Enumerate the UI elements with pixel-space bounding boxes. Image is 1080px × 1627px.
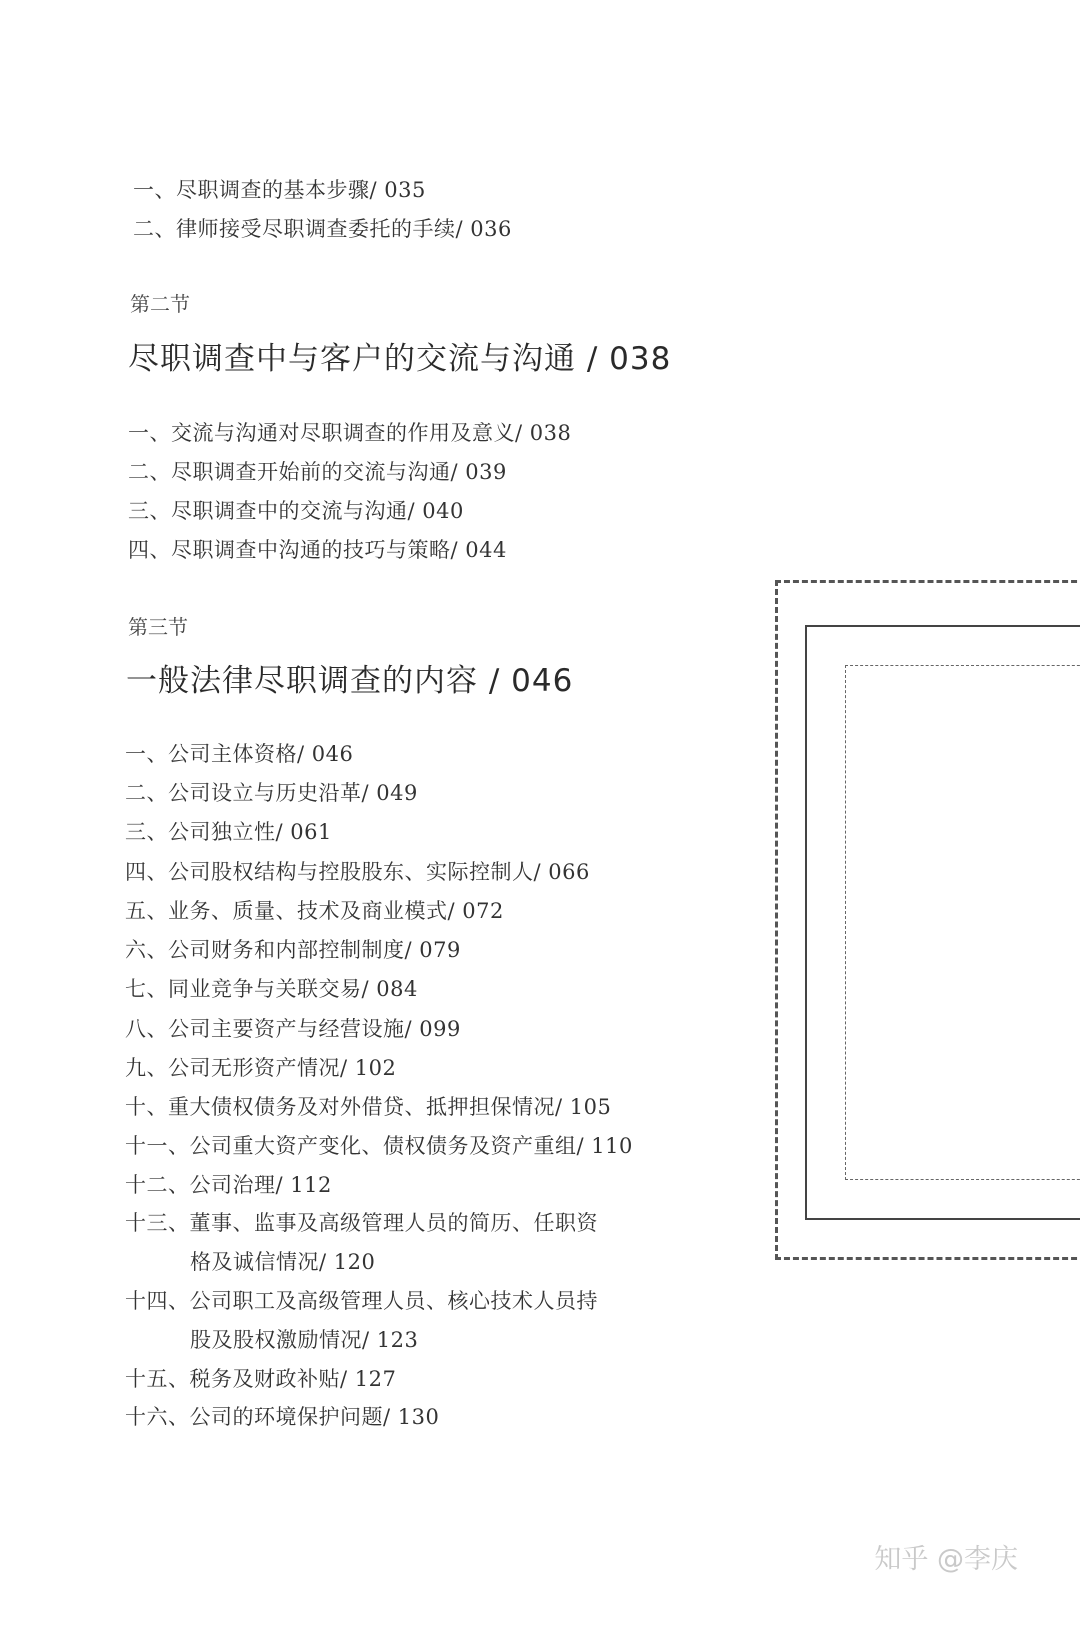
toc-item: 十五、税务及财政补贴/ 127 bbox=[125, 1367, 397, 1391]
toc-item: 十六、公司的环境保护问题/ 130 bbox=[125, 1405, 440, 1429]
toc-item: 十、重大债权债务及对外借贷、抵押担保情况/ 105 bbox=[125, 1095, 612, 1119]
section-title: 一般法律尽职调查的内容 / 046 bbox=[126, 663, 574, 699]
section-label: 第三节 bbox=[128, 615, 188, 639]
toc-item-continuation: 格及诚信情况/ 120 bbox=[190, 1250, 376, 1274]
toc-item: 六、公司财务和内部控制制度/ 079 bbox=[125, 938, 461, 962]
toc-item: 十四、公司职工及高级管理人员、核心技术人员持 bbox=[125, 1289, 598, 1313]
toc-item: 八、公司主要资产与经营设施/ 099 bbox=[125, 1017, 461, 1041]
toc-item: 一、公司主体资格/ 046 bbox=[125, 742, 354, 766]
toc-item: 九、公司无形资产情况/ 102 bbox=[125, 1056, 397, 1080]
toc-item: 一、交流与沟通对尽职调查的作用及意义/ 038 bbox=[128, 421, 572, 445]
toc-item-continuation: 股及股权激励情况/ 123 bbox=[190, 1328, 419, 1352]
toc-item: 三、尽职调查中的交流与沟通/ 040 bbox=[128, 499, 464, 523]
toc-item: 四、公司股权结构与控股股东、实际控制人/ 066 bbox=[125, 860, 590, 884]
section-label: 第二节 bbox=[130, 292, 190, 316]
toc-item: 四、尽职调查中沟通的技巧与策略/ 044 bbox=[128, 538, 507, 562]
toc-item: 十二、公司治理/ 112 bbox=[125, 1173, 332, 1197]
toc-item: 一、尽职调查的基本步骤/ 035 bbox=[133, 178, 426, 202]
decorative-dashed-frame-inner bbox=[845, 665, 1080, 1180]
watermark: 知乎 @李庆 bbox=[874, 1544, 1018, 1575]
toc-item: 七、同业竞争与关联交易/ 084 bbox=[125, 977, 418, 1001]
toc-item: 十一、公司重大资产变化、债权债务及资产重组/ 110 bbox=[125, 1134, 633, 1158]
toc-item: 二、律师接受尽职调查委托的手续/ 036 bbox=[133, 217, 512, 241]
toc-item: 十三、董事、监事及高级管理人员的简历、任职资 bbox=[125, 1211, 598, 1235]
toc-item: 五、业务、质量、技术及商业模式/ 072 bbox=[125, 899, 504, 923]
toc-item: 三、公司独立性/ 061 bbox=[125, 820, 332, 844]
toc-item: 二、尽职调查开始前的交流与沟通/ 039 bbox=[128, 460, 507, 484]
section-title: 尽职调查中与客户的交流与沟通 / 038 bbox=[128, 341, 672, 377]
toc-item: 二、公司设立与历史沿革/ 049 bbox=[125, 781, 418, 805]
